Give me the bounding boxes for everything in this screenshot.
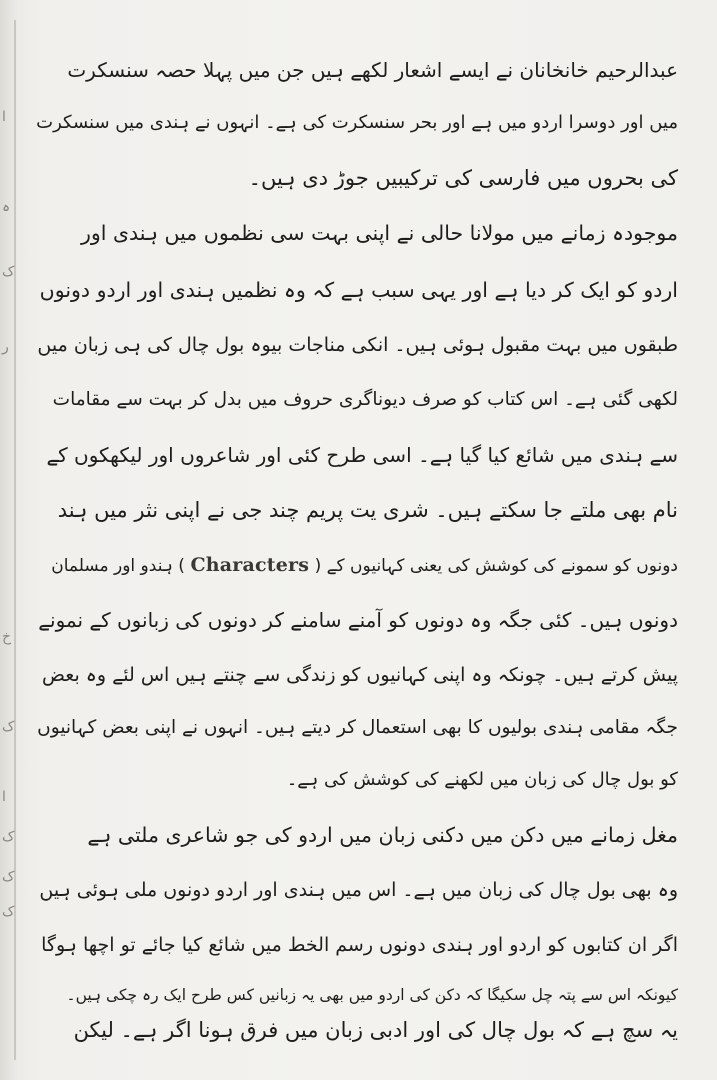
text-line-with-english: [38, 550, 678, 581]
text-line: دونوں ہیں۔ کئی جگہ وہ دونوں کو آمنے سامنے کر دونوں کی زبانوں کے نمونے: [38, 608, 678, 632]
text-line: طبقوں میں بہت مقبول ہوئی ہیں۔ انکی مناجات بیوہ بول چال کی ہی زبان میں: [37, 334, 678, 356]
margin-mark: ا: [2, 789, 6, 805]
text-line: کی بحروں میں فارسی کی ترکیبیں جوڑ دی ہیں۔: [248, 166, 678, 190]
text-line: موجودہ زمانے میں مولانا حالی نے اپنی بہت سی نظموں میں ہندی اور: [80, 221, 678, 245]
margin-mark: ک: [2, 264, 15, 280]
text-line: جگہ مقامی ہندی بولیوں کا بھی استعمال کر دیتے ہیں۔ انہوں نے اپنی بعض کہانیوں: [37, 717, 678, 738]
text-segment: دونوں کو سمونے کی کوشش کی یعنی کہانیوں کے (: [314, 556, 678, 576]
margin-mark: ک: [2, 829, 15, 845]
margin-mark: ک: [2, 904, 15, 920]
text-line: سے ہندی میں شائع کیا گیا ہے۔ اسی طرح کئی اور شاعروں اور لیکھکوں کے: [46, 443, 678, 467]
text-line: لکھی گئی ہے۔ اس کتاب کو صرف دیوناگری حروف میں بدل کر بہت سے مقامات: [52, 389, 678, 410]
text-line: اردو کو ایک کر دیا ہے اور یہی سبب ہے کہ وہ نظمیں ہندی اور اردو دونوں: [39, 278, 678, 302]
adjacent-page-margin: [0, 0, 30, 1080]
text-line: وہ بھی بول چال کی زبان میں ہے۔ اس میں ہندی اور اردو دونوں ملی ہوئی ہیں: [39, 879, 678, 901]
text-line: پیش کرتے ہیں۔ چونکہ وہ اپنی کہانیوں کو زندگی سے چنتے ہیں اس لئے وہ بعض: [42, 664, 678, 686]
margin-mark: ک: [2, 869, 15, 885]
text-line: کیونکہ اس سے پتہ چل سکیگا کہ دکن کی اردو میں بھی یہ زبانیں کس طرح ایک رہ چکی ہیں۔: [66, 986, 678, 1004]
text-line: مغل زمانے میں دکن میں دکنی زبان میں اردو کی جو شاعری ملتی ہے: [87, 823, 678, 847]
text-line: میں اور دوسرا اردو میں ہے اور بحر سنسکرت کی ہے۔ انہوں نے ہندی میں سنسکرت: [36, 112, 678, 133]
text-line: کو بول چال کی زبان میں لکھنے کی کوشش کی ہے۔: [286, 769, 678, 790]
margin-mark: ک: [2, 719, 15, 735]
margin-mark: خ: [2, 629, 12, 645]
margin-mark: ر: [2, 339, 9, 355]
text-segment: ) ہندو اور مسلمان: [51, 556, 185, 576]
text-line: عبدالرحیم خانخانان نے ایسے اشعار لکھے ہیں جن میں پہلا حصہ سنسکرت: [67, 58, 678, 82]
margin-mark: ا: [2, 109, 6, 125]
text-line: یہ سچ ہے کہ بول چال کی اور ادبی زبان میں فرق ہونا اگر ہے۔ لیکن: [73, 1018, 678, 1042]
text-line: نام بھی ملتے جا سکتے ہیں۔ شری یت پریم چند جی نے اپنی نثر میں ہند: [57, 498, 678, 522]
page-text: [28, 55, 678, 1045]
text-line: اگر ان کتابوں کو اردو اور ہندی دونوں رسم الخط میں شائع کیا جائے تو اچھا ہوگا: [41, 934, 678, 956]
margin-mark: ہ: [2, 199, 11, 215]
english-word: Characters: [190, 554, 310, 576]
